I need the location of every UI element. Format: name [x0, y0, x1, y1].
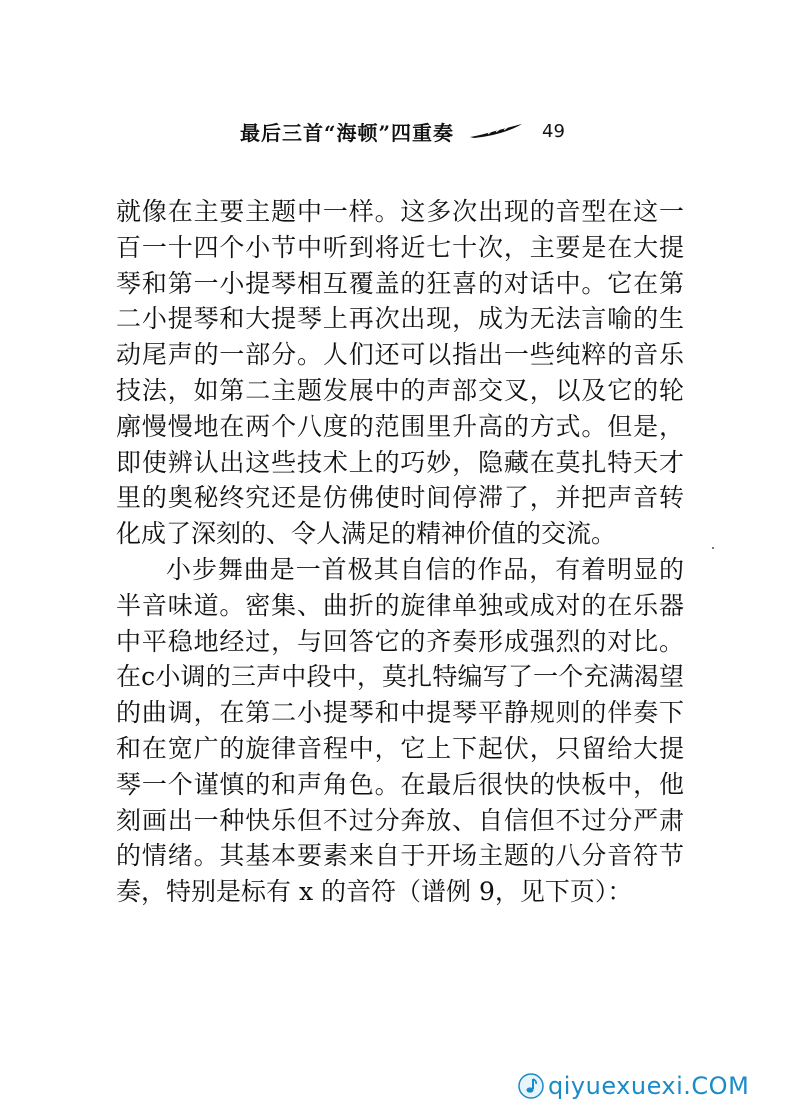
running-header-title: 最后三首“海顿”四重奏: [240, 120, 455, 145]
watermark-text: qiyuexuexi.COM: [548, 1072, 750, 1100]
site-watermark: [518, 1072, 749, 1100]
quill-ornament-icon: [468, 122, 524, 140]
music-note-logo-icon: [518, 1073, 544, 1099]
paragraph: 小步舞曲是一首极其自信的作品，有着明显的半音味道。密集、曲折的旋律单独或成对的在乐器中平稳地经过，与回答它的齐奏形成强烈的对比。在c小调的三声中段中，莫扎特编写了一个充满渴望的曲调，在第二小提琴和中提琴平静规则的伴奏下和在宽广的旋律音程中，它上下起伏，只留给大提琴一个谨慎的和声角色。在最后很快的快板中，他刻画出一种快乐但不过分奔放、自信但不过分严肃的情绪。其基本要素来自于开场主题的八分音符节奏，特别是标有 x 的音符（谱例 9，见下页）：: [116, 554, 684, 907]
running-header: [240, 118, 565, 144]
page-number: 49: [542, 120, 565, 142]
scan-speck: [712, 547, 714, 549]
paragraph: 就像在主要主题中一样。这多次出现的音型在这一百一十四个小节中听到将近七十次，主要是在大提琴和第一小提琴相互覆盖的狂喜的对话中。它在第二小提琴和大提琴上再次出现，成为无法言喻的生动尾声的一部分。人们还可以指出一些纯粹的音乐技法，如第二主题发展中的声部交叉，以及它的轮廓慢慢地在两个八度的范围里升高的方式。但是，即使辨认出这些技术上的巧妙，隐藏在莫扎特天才里的奥秘终究还是仿佛使时间停滞了，并把声音转化成了深刻的、令人满足的精神价值的交流。: [116, 197, 684, 549]
body-text: [116, 194, 684, 910]
